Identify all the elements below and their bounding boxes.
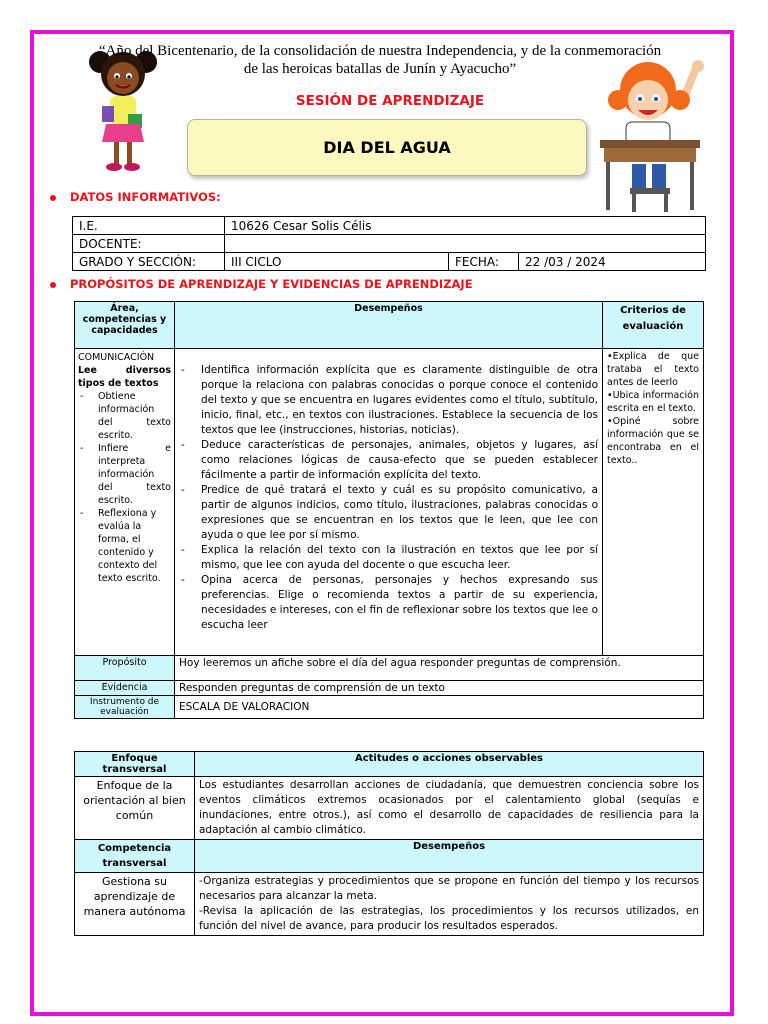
girl-at-desk-illustration xyxy=(596,60,706,215)
lesson-title-box xyxy=(187,119,587,176)
lesson-title: DIA DEL AGUA xyxy=(323,138,451,157)
transversal-table xyxy=(74,751,704,936)
docente-label: DOCENTE: xyxy=(73,235,225,253)
col-enfoque-header: Enfoque transversal xyxy=(75,752,195,777)
col-area-header: Área, competencias y capacidades xyxy=(75,302,175,349)
propositos-heading-text: PROPÓSITOS DE APRENDIZAJE Y EVIDENCIAS DE APRENDIZAJE xyxy=(70,277,473,291)
table-row xyxy=(75,840,704,873)
col-desempenos-header: Desempeños xyxy=(175,302,603,349)
list-item: - Predice de qué tratará el texto y cuál es su propósito comunicativo, a partir de algunos indicios, como título, ilustraciones, palabras conocidas o expresiones que se encuentran en los textos que le leen, que lee con ayuda o que lee por sí mismo. xyxy=(179,483,598,543)
enfoque-value: Enfoque de la orientación al bien común xyxy=(75,777,195,840)
col-desempenos-transversal-header: Desempeños xyxy=(195,840,704,873)
table-row xyxy=(75,349,704,656)
grado-value: III CICLO xyxy=(225,253,449,271)
quote-line-1: “Año del Bicentenario, de la consolidación de nuestra Independencia, y de la conmemoración xyxy=(98,43,662,59)
actitudes-value: Los estudiantes desarrollan acciones de ciudadanía, que demuestren conciencia sobre los eventos climáticos extremos ocasionados por el calentamiento global (sequías e inundaciones, entre otros.), así como el desarrollo de capacidades de resiliencia para la adaptación al cambio climático. xyxy=(195,777,704,840)
proposito-value: Hoy leeremos un afiche sobre el día del agua responder preguntas de comprensión. xyxy=(175,656,704,681)
propositos-table xyxy=(74,301,704,719)
docente-value xyxy=(225,235,706,253)
criterios-cell xyxy=(603,349,704,656)
evidencia-label: Evidencia xyxy=(75,681,175,696)
table-row xyxy=(75,873,704,936)
table-row xyxy=(75,681,704,696)
datos-heading-text: DATOS INFORMATIVOS: xyxy=(70,190,221,204)
evidencia-value: Responden preguntas de comprensión de un texto xyxy=(175,681,704,696)
list-item: - Explica la relación del texto con la ilustración en textos que lee por sí mismo, que lee con ayuda del docente o que escucha leer. xyxy=(179,543,598,573)
instrumento-value: ESCALA DE VALORACION xyxy=(175,696,704,719)
table-row xyxy=(75,696,704,719)
criterio-item: •Explica de que trataba el texto antes de leerlo xyxy=(607,351,699,388)
fecha-value: 22 /03 / 2024 xyxy=(519,253,706,271)
list-item: - Obtiene información del texto escrito. xyxy=(78,390,171,442)
transversal-desempenos-cell xyxy=(195,873,704,936)
table-row xyxy=(75,752,704,777)
datos-heading xyxy=(50,190,221,204)
ie-value: 10626 Cesar Solis Célis xyxy=(225,217,706,235)
desempeno-line-1: -Organiza estrategias y procedimientos que se propone en función del tiempo y los recursos necesarios para alcanzar la meta. xyxy=(199,875,699,902)
capacidades-list xyxy=(78,390,171,585)
bullet-icon xyxy=(50,195,56,201)
quote-line-2: de las heroicas batallas de Junín y Ayacucho” xyxy=(243,61,517,77)
bicentennial-quote xyxy=(80,42,680,78)
area-competence: Lee diversos tipos de textos xyxy=(78,365,171,389)
area-cell xyxy=(75,349,175,656)
desempenos-cell xyxy=(175,349,603,656)
col-actitudes-header: Actitudes o acciones observables xyxy=(195,752,704,777)
competencia-value: Gestiona su aprendizaje de manera autónoma xyxy=(75,873,195,936)
desempeno-line-2: -Revisa la aplicación de las estrategias, los procedimientos y los recursos utilizados, en función del nivel de avance, para producir los resultados esperados. xyxy=(199,905,699,932)
propositos-heading xyxy=(50,277,473,291)
table-row xyxy=(75,302,704,349)
proposito-label: Propósito xyxy=(75,656,175,681)
table-row xyxy=(75,656,704,681)
area-title: COMUNICACIÓN xyxy=(78,352,155,363)
instrumento-label: Instrumento de evaluación xyxy=(75,696,175,719)
criterio-item: •Opiné sobre información que se encontraba en el texto.. xyxy=(607,416,699,466)
criterio-item: •Ubica información escrita en el texto. xyxy=(607,390,699,414)
fecha-label: FECHA: xyxy=(449,253,519,271)
desempenos-list xyxy=(179,363,598,633)
list-item: - Identifica información explícita que es claramente distinguible de otra porque la relaciona con palabras conocidas o porque conoce el contenido del texto y que se encuentra en lugares evidentes como el título, subtítulo, inicio, final, etc., en textos con ilustraciones. Establece la secuencia de los textos que lee (instrucciones, historias, noticias). xyxy=(179,363,598,438)
table-row xyxy=(73,217,706,235)
list-item: - Infiere e interpreta información del texto escrito. xyxy=(78,442,171,507)
bullet-icon xyxy=(50,282,56,288)
list-item: - Deduce características de personajes, animales, objetos y lugares, así como relaciones lógicas de causa-efecto que se pueden establecer fácilmente a partir de información explícita del texto. xyxy=(179,438,598,483)
list-item: - Opina acerca de personas, personajes y hechos expresando sus preferencias. Elige o recomienda textos a partir de su experiencia, necesidades e intereses, con el fin de reflexionar sobre los textos que lee o escucha leer xyxy=(179,573,598,633)
table-row xyxy=(73,253,706,271)
col-competencia-header: Competencia transversal xyxy=(75,840,195,873)
grado-label: GRADO Y SECCIÓN: xyxy=(73,253,225,271)
ie-label: I.E. xyxy=(73,217,225,235)
col-criterios-header: Criterios de evaluación xyxy=(603,302,704,349)
datos-table xyxy=(72,216,706,271)
list-item: - Reflexiona y evalúa la forma, el contenido y contexto del texto escrito. xyxy=(78,507,171,585)
table-row xyxy=(75,777,704,840)
table-row xyxy=(73,235,706,253)
session-title: SESIÓN DE APRENDIZAJE xyxy=(295,93,485,109)
